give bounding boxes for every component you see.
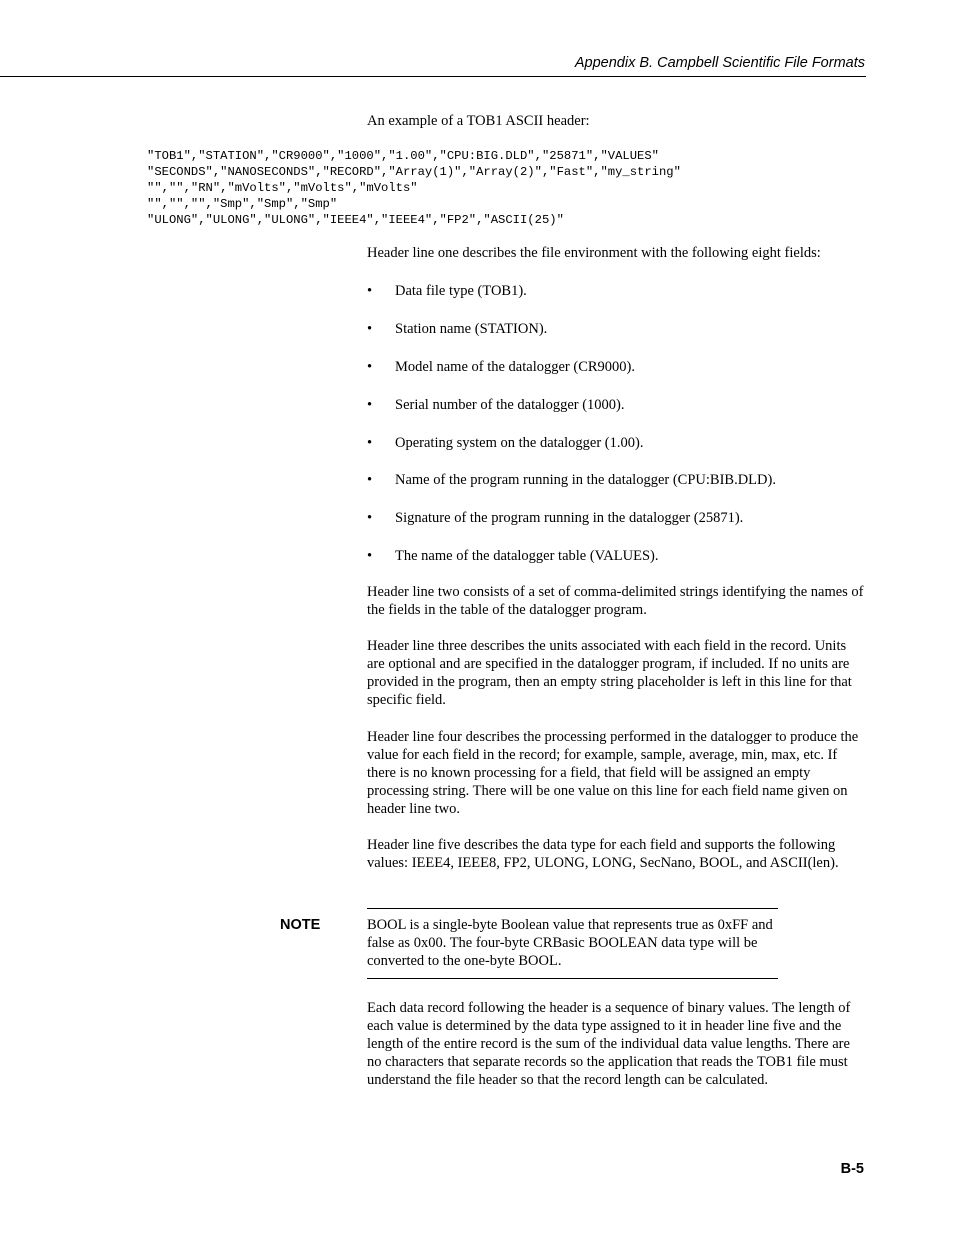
paragraph-data-record: Each data record following the header is a sequence of binary values. The length of each value is determined by the data type assigned to it in header line five and the length of the entire record is the sum of the individual data value lengths. There are no characters that separate records so the application that reads the TOB1 file must understand the file header so that the record length can be calculated. bbox=[367, 1000, 851, 1088]
intro-text: An example of a TOB1 ASCII header: bbox=[367, 113, 590, 129]
list-item-text: Name of the program running in the datalogger (CPU:BIB.DLD). bbox=[395, 472, 776, 489]
code-line: "SECONDS","NANOSECONDS","RECORD","Array(1)","Array(2)","Fast","my_string" bbox=[147, 165, 681, 179]
list-item bbox=[367, 434, 867, 472]
list-item-text: Serial number of the datalogger (1000). bbox=[395, 396, 625, 413]
list-item-text: Data file type (TOB1). bbox=[395, 283, 527, 299]
page-number: B-5 bbox=[840, 1161, 864, 1177]
list-item bbox=[367, 282, 867, 320]
bullet-icon: • bbox=[367, 472, 373, 489]
note-bottom-rule bbox=[367, 978, 778, 979]
list-item-text: Operating system on the datalogger (1.00). bbox=[395, 434, 644, 451]
bullet-icon: • bbox=[367, 320, 373, 337]
note-top-rule bbox=[367, 908, 778, 909]
list-item bbox=[367, 396, 867, 434]
paragraph-line-three: Header line three describes the units associated with each field in the record. Units are optional and are specified in the datalogger program, if included. If no units are provided in the program, then an empty string placeholder is left in this line for that specific field. bbox=[367, 638, 852, 708]
bullet-icon: • bbox=[367, 548, 373, 565]
list-item-text: Station name (STATION). bbox=[395, 320, 548, 337]
note-text: BOOL is a single-byte Boolean value that represents true as 0xFF and false as 0x00. The four-byte CRBasic BOOLEAN data type will be converted to the one-byte BOOL. bbox=[367, 917, 773, 969]
list-item-text: Model name of the datalogger (CR9000). bbox=[395, 358, 635, 375]
list-item bbox=[367, 320, 867, 358]
line-one-intro: Header line one describes the file environment with the following eight fields: bbox=[367, 245, 821, 261]
list-item-text: Signature of the program running in the datalogger (25871). bbox=[395, 510, 744, 527]
bullet-icon: • bbox=[367, 434, 373, 451]
code-line: "ULONG","ULONG","ULONG","IEEE4","IEEE4","FP2","ASCII(25)" bbox=[147, 213, 564, 227]
bullet-icon: • bbox=[367, 396, 373, 413]
bullet-icon: • bbox=[367, 510, 373, 527]
note-label: NOTE bbox=[280, 917, 321, 933]
list-item bbox=[367, 509, 867, 547]
field-list bbox=[367, 282, 867, 585]
code-example bbox=[147, 148, 681, 228]
code-line: "","","RN","mVolts","mVolts","mVolts" bbox=[147, 181, 418, 195]
bullet-icon: • bbox=[367, 283, 373, 299]
paragraph-line-four: Header line four describes the processing performed in the datalogger to produce the value for each field in the record; for example, sample, average, min, max, etc. If there is no known processing for a field, that field will be assigned an empty processing string. There will be one value on this line for each field name given on header line two. bbox=[367, 729, 859, 817]
bullet-icon: • bbox=[367, 358, 373, 375]
list-item-text: The name of the datalogger table (VALUES). bbox=[395, 548, 659, 565]
paragraph-line-five: Header line five describes the data type for each field and supports the following values: IEEE4, IEEE8, FP2, ULONG, LONG, SecNano, BOOL, and ASCII(len). bbox=[367, 837, 839, 871]
list-item bbox=[367, 471, 867, 509]
list-item bbox=[367, 358, 867, 396]
code-line: "","","","Smp","Smp","Smp" bbox=[147, 197, 338, 211]
code-line: "TOB1","STATION","CR9000","1000","1.00","CPU:BIG.DLD","25871","VALUES" bbox=[147, 149, 659, 163]
list-item bbox=[367, 547, 867, 585]
header-rule bbox=[0, 76, 866, 77]
paragraph-line-two: Header line two consists of a set of comma-delimited strings identifying the names of the fields in the table of the datalogger program. bbox=[367, 584, 864, 618]
running-header: Appendix B. Campbell Scientific File Formats bbox=[574, 55, 865, 71]
